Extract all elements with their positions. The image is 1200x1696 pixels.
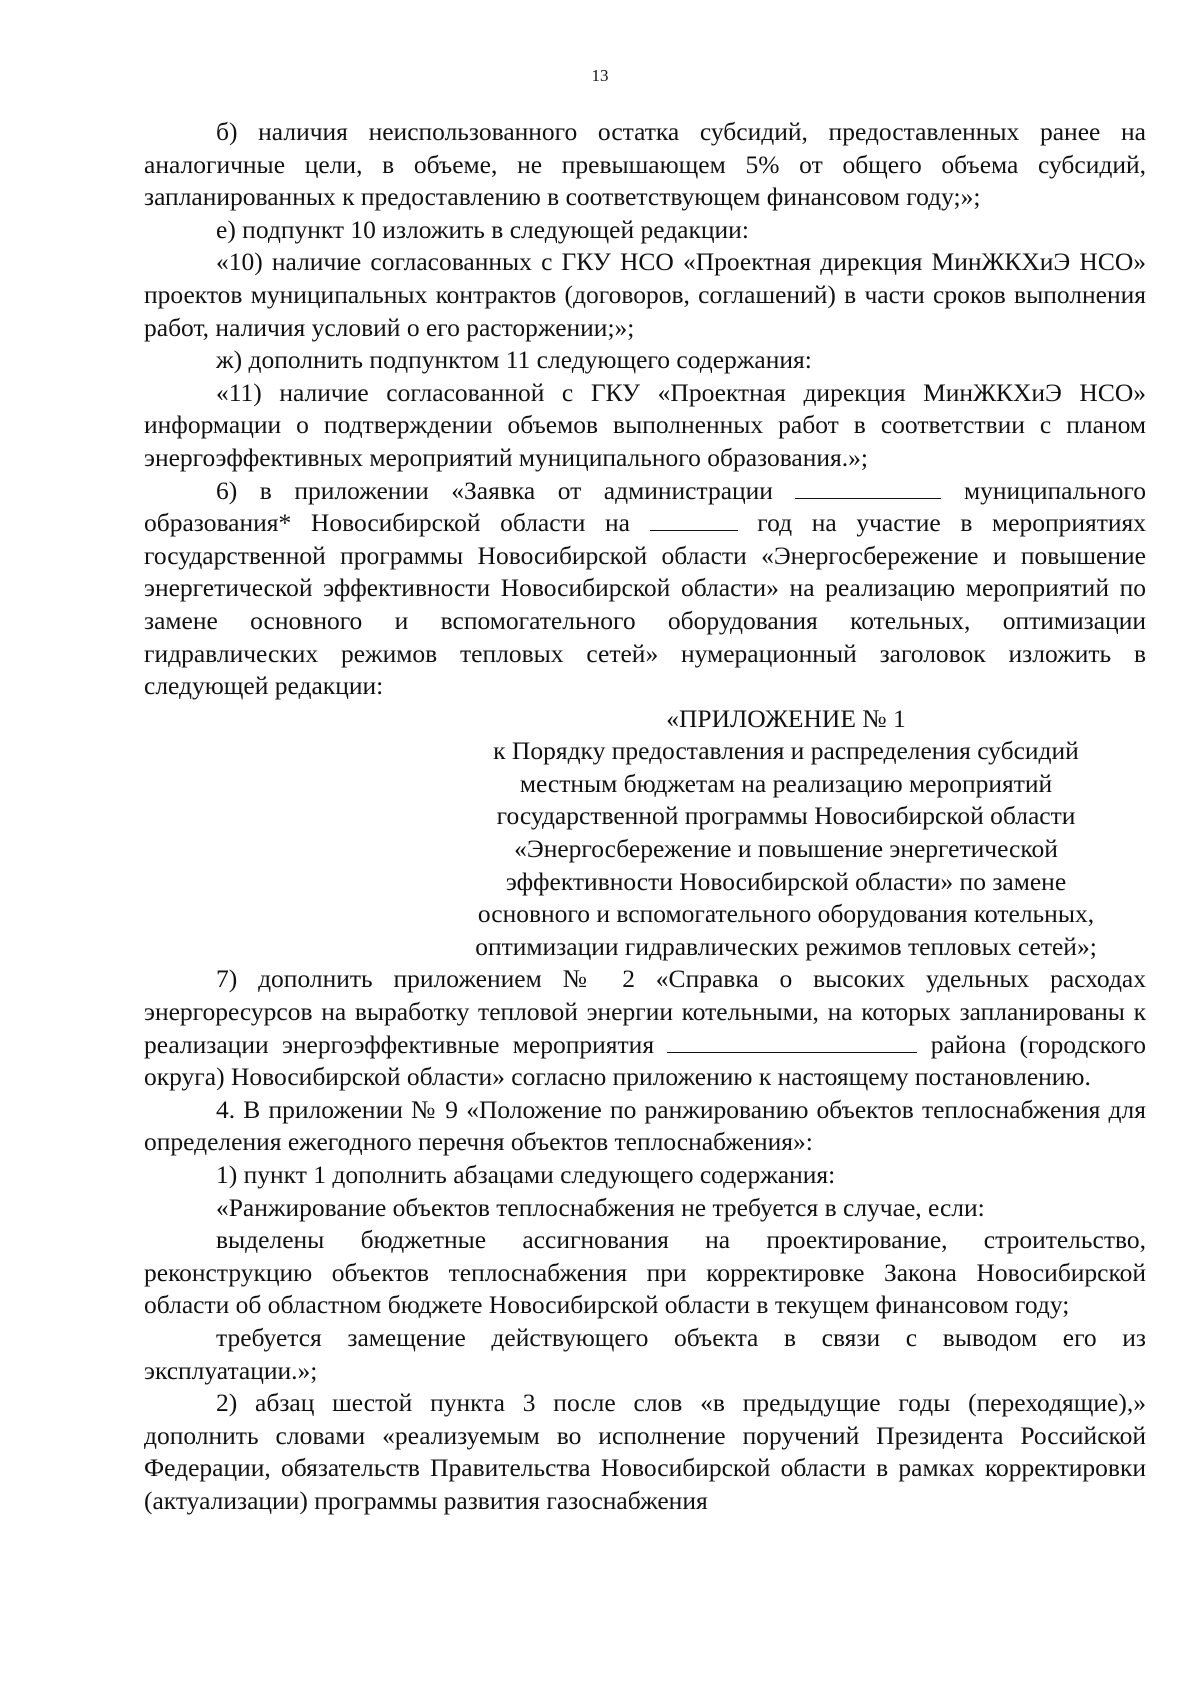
page-number: 13 <box>591 66 609 85</box>
paragraph-zh: ж) дополнить подпунктом 11 следующего содержания: <box>216 345 812 375</box>
paragraph-replacement: требуется замещение действующего объекта в связи с выводом его из эксплуатации.»; <box>144 1322 1146 1385</box>
paragraph-11: «11) наличие согласованной с ГКУ «Проектная дирекция МинЖКХиЭ НСО» информации о подтверждении объемов выполненных работ в соответствии с планом энергоэффективных мероприятий муниципального образования.»; <box>144 377 1146 472</box>
appendix-header <box>426 703 1146 964</box>
appendix-line: местным бюджетам на реализацию мероприятий <box>519 768 1053 798</box>
blank-line <box>650 508 738 531</box>
paragraph-e: е) подпункт 10 изложить в следующей редакции: <box>216 214 749 244</box>
appendix-line: «Энергосбережение и повышение энергетической <box>514 834 1058 864</box>
appendix-title: «ПРИЛОЖЕНИЕ № 1 <box>666 703 906 733</box>
appendix-line: государственной программы Новосибирской области <box>496 801 1076 831</box>
paragraph-ranking: «Ранжирование объектов теплоснабжения не требуется в случае, если: <box>216 1192 985 1222</box>
appendix-line: основного и вспомогательного оборудования котельных, <box>477 899 1095 929</box>
paragraph-7-part-b: района (городского округа) Новосибирской области» согласно приложению к настоящему постановлению. <box>144 1029 1147 1092</box>
paragraph-4-1: 1) пункт 1 дополнить абзацами следующего содержания: <box>216 1160 836 1189</box>
appendix-line: оптимизации гидравлических режимов тепловых сетей»; <box>475 931 1097 961</box>
paragraph-7-part-a: 7) дополнить приложением № 2 «Справка о высоких удельных расходах энергоресурсов на выработку тепловой энергии котельными, на которых запланированы к реализации энергоэффективные мероприятия <box>144 964 1146 1059</box>
paragraph-6 <box>144 475 1146 703</box>
appendix-line: к Порядку предоставления и распределения субсидий <box>493 736 1079 766</box>
document-body <box>144 116 1146 1518</box>
blank-line <box>667 1030 917 1053</box>
appendix-line: эффективности Новосибирской области» по замене <box>505 866 1067 896</box>
paragraph-6-part-a: 6) в приложении «Заявка от администрации <box>216 475 773 505</box>
paragraph-6-part-b: муниципального образования* Новосибирской области на <box>144 475 1147 538</box>
paragraph-10: «10) наличие согласованных с ГКУ НСО «Проектная дирекция МинЖКХиЭ НСО» проектов муниципальных контрактов (договоров, соглашений) в части сроков выполнения работ, наличия условий о его расторжении;»; <box>144 247 1146 342</box>
paragraph-allocated: выделены бюджетные ассигнования на проектирование, строительство, реконструкцию объектов теплоснабжения при корректировке Закона Новосибирской области об областном бюджете Новосибирской области в текущем финансовом году; <box>144 1225 1146 1320</box>
paragraph-6-part-c: год на участие в мероприятиях государственной программы Новосибирской области «Энергосбережение и повышение энергетической эффективности Новосибирской области» на реализацию мероприятий по замене основного и вспомогательного оборудования котельных, оптимизации гидравлических режимов тепловых сетей» нумерационный заголовок изложить в следующей редакции: <box>144 508 1147 701</box>
paragraph-4-2: 2) абзац шестой пункта 3 после слов «в предыдущие годы (переходящие),» дополнить словами «реализуемым во исполнение поручений Президента Российской Федерации, обязательств Правительства Новосибирской области в рамках корректировки (актуализации) программы развития газоснабжения <box>144 1388 1146 1515</box>
paragraph-b: б) наличия неиспользованного остатка субсидий, предоставленных ранее на аналогичные цели, в объеме, не превышающем 5% от общего объема субсидий, запланированных к предоставлению в соответствующем финансовом году;»; <box>144 117 1146 212</box>
paragraph-7 <box>144 963 1146 1093</box>
paragraph-4: 4. В приложении № 9 «Положение по ранжированию объектов теплоснабжения для определения ежегодного перечня объектов теплоснабжения»: <box>144 1094 1146 1157</box>
blank-line <box>795 476 941 499</box>
